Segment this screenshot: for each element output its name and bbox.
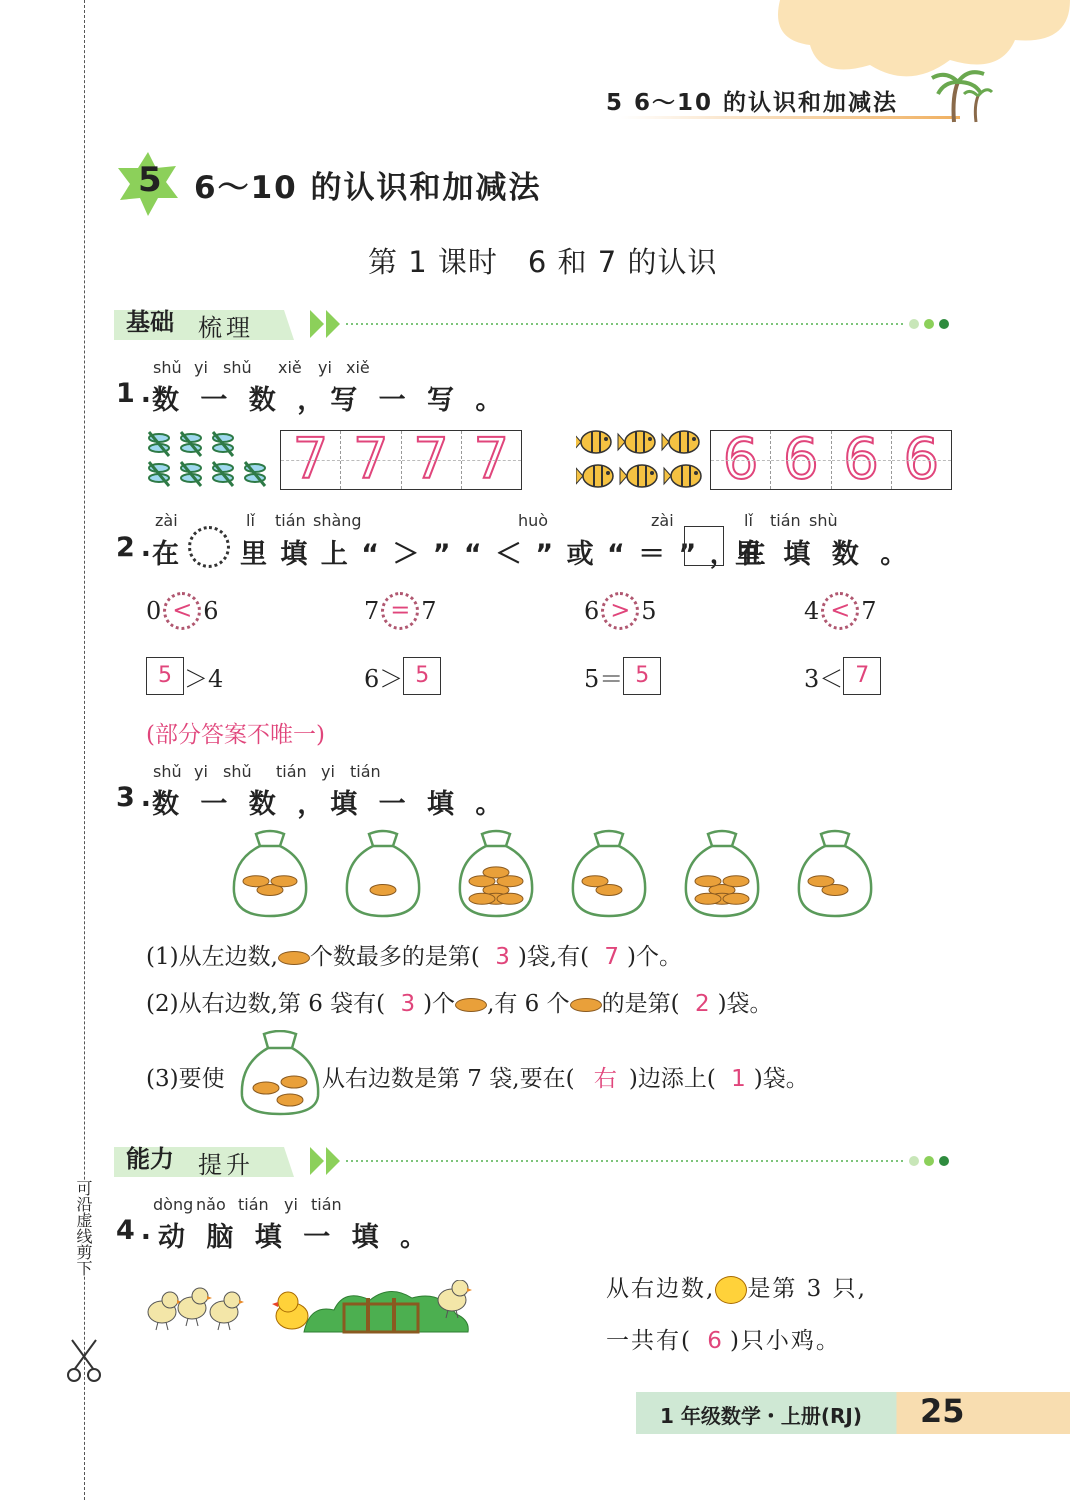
q2-pinyin-6: zài — [651, 511, 674, 530]
cut-hint: 可沿虚线剪下 — [74, 1180, 93, 1276]
q2-fill-1 — [146, 657, 223, 695]
grid-cell: 7 — [402, 431, 462, 489]
text: 是第 3 只, — [747, 1276, 867, 1302]
cmp-right: 5 — [641, 597, 657, 625]
lesson-title: 第 1 课时 6 和 7 的认识 — [368, 245, 718, 279]
q2-compare-4 — [804, 592, 877, 630]
q2-pinyin-8: tián — [770, 511, 801, 530]
cmp-left: 4 — [804, 597, 820, 625]
q3-pinyin-5: yi — [321, 762, 335, 781]
square-blank-icon — [684, 526, 724, 566]
cmp-left: 7 — [364, 597, 380, 625]
grid-cell: 7 — [462, 431, 521, 489]
q2-text-c: 里 填 数 。 — [735, 539, 914, 570]
grid-cell: 7 — [341, 431, 401, 489]
header-rule — [620, 116, 960, 119]
cloud-decoration — [770, 0, 1070, 94]
section-basic-label-b: 梳理 — [198, 314, 254, 342]
bread-icon — [271, 876, 297, 887]
text: 一共有( — [606, 1328, 692, 1354]
grid-cell: 6 — [832, 431, 892, 489]
section-advanced — [114, 1139, 954, 1179]
bread-bag — [234, 831, 306, 916]
cmp-left: 0 — [146, 597, 162, 625]
bread-bag-icon — [238, 1030, 322, 1120]
q2-compare-1 — [146, 592, 219, 630]
q2-fill-2 — [364, 657, 441, 695]
text: 的是第( — [601, 991, 680, 1017]
scissors-icon — [66, 1338, 102, 1388]
q3-pinyin-4: tián — [276, 762, 307, 781]
answer-box: 7 — [843, 657, 881, 695]
fill-text: ＞4 — [184, 664, 224, 693]
q2-pinyin-3: tián — [275, 511, 306, 530]
chicks-illustration — [144, 1280, 474, 1342]
fish-group — [576, 428, 708, 498]
q4-line2 — [606, 1322, 841, 1355]
q4-line1 — [606, 1270, 867, 1304]
fill-text: 5＝ — [584, 664, 624, 693]
dragonfly-group — [143, 428, 275, 498]
bread-icon — [497, 893, 523, 904]
answer: 3 — [400, 991, 416, 1017]
answer-flower: = — [381, 592, 419, 630]
q3-number: 3. — [116, 782, 158, 813]
answer-box: 5 — [403, 657, 441, 695]
fill-text: 6＞ — [364, 664, 404, 693]
q2-pinyin-2: lǐ — [246, 511, 255, 530]
bread-bag — [573, 831, 645, 916]
answer-box: 5 — [623, 657, 661, 695]
q1-writing-grid-left — [280, 427, 522, 492]
bread-icon — [469, 893, 495, 904]
text: )袋。 — [717, 991, 773, 1017]
palm-tree-icon — [928, 66, 994, 128]
flower-blank-icon — [188, 526, 230, 568]
section-advanced-label-a: 能力 — [126, 1145, 174, 1173]
grid-cell: 6 — [892, 431, 951, 489]
q2-pinyin-4: shàng — [313, 511, 362, 530]
q1-pinyin-1: shǔ — [153, 358, 182, 377]
q1-pinyin-6: xiě — [346, 358, 370, 377]
q4-pinyin-1: dòng — [153, 1195, 194, 1214]
q2-pinyin-1: zài — [155, 511, 178, 530]
q4-pinyin-2: nǎo — [196, 1195, 226, 1214]
q3-pinyin-3: shǔ — [223, 762, 252, 781]
cmp-right: 7 — [421, 597, 437, 625]
answer: 右 — [593, 1066, 617, 1092]
text: )只小鸡。 — [729, 1328, 841, 1354]
q3-pinyin-6: tián — [350, 762, 381, 781]
answer-flower: < — [163, 592, 201, 630]
grid-cell: 6 — [771, 431, 831, 489]
answer: 6 — [707, 1328, 724, 1354]
bread-icon — [695, 876, 721, 887]
section-basic-label-a: 基础 — [126, 308, 174, 336]
q4-pinyin-4: yi — [284, 1195, 298, 1214]
text: )袋,有( — [517, 944, 590, 970]
text: )边添上( — [628, 1066, 716, 1092]
q3-text: 数 一 数 ，填 一 填 。 — [152, 789, 509, 820]
text: ,有 6 个 — [487, 991, 570, 1017]
fill-text: 3＜ — [804, 664, 844, 693]
q3-sub3-b — [322, 1060, 809, 1093]
bread-bag — [686, 831, 758, 916]
q1-pinyin-3: shǔ — [223, 358, 252, 377]
q2-number: 2. — [116, 532, 158, 563]
cmp-right: 6 — [203, 597, 219, 625]
q1-number: 1. — [116, 378, 158, 409]
q3-sub1 — [146, 938, 682, 971]
answer-flower: < — [821, 592, 859, 630]
answer-box: 5 — [146, 657, 184, 695]
text: )个 — [423, 991, 456, 1017]
cmp-left: 6 — [584, 597, 600, 625]
q2-text-b: 里 填 上 “ ＞ ” “ ＜ ” 或 “ ＝ ” ，在 — [240, 539, 768, 570]
bread-bag — [347, 831, 419, 916]
bread-icon — [483, 867, 509, 878]
q1-text: 数 一 数 ，写 一 写 。 — [152, 385, 509, 416]
answer-flower: > — [601, 592, 639, 630]
bread-icon — [695, 893, 721, 904]
answer: 3 — [495, 944, 510, 970]
answer: 1 — [731, 1066, 746, 1092]
q2-compare-2 — [364, 592, 437, 630]
chapter-title: 6～10 的认识和加减法 — [194, 170, 542, 206]
chapter-number: 5 — [138, 160, 162, 200]
running-title: 5 6～10 的认识和加减法 — [606, 90, 899, 116]
q4-pinyin-5: tián — [311, 1195, 342, 1214]
text: )个。 — [627, 944, 683, 970]
q2-fill-3 — [584, 657, 661, 695]
section-advanced-label-b: 提升 — [198, 1151, 254, 1179]
page-number: 25 — [920, 1392, 965, 1430]
bread-icon — [370, 885, 396, 896]
q3-pinyin-2: yi — [194, 762, 208, 781]
q4-number: 4. — [116, 1215, 158, 1246]
q1-pinyin-4: xiě — [278, 358, 302, 377]
grid-cell: 7 — [281, 431, 341, 489]
q2-compare-3 — [584, 592, 657, 630]
q2-fill-4 — [804, 657, 881, 695]
q3-pinyin-1: shǔ — [153, 762, 182, 781]
text: 个数最多的是第( — [309, 944, 480, 970]
text: 从右边数是第 7 袋,要在( — [322, 1066, 575, 1092]
bread-icon — [808, 876, 834, 887]
bread-icon — [582, 876, 608, 887]
text: )袋。 — [753, 1066, 809, 1092]
bread-icon — [723, 876, 749, 887]
q4-text: 动 脑 填 一 填 。 — [158, 1222, 433, 1253]
text: (1)从左边数, — [146, 944, 278, 970]
grid-cell: 6 — [711, 431, 771, 489]
cmp-right: 7 — [861, 597, 877, 625]
footer-book: 1 年级数学・上册(RJ) — [660, 1404, 863, 1428]
q2-note: (部分答案不唯一) — [146, 722, 325, 748]
bread-bag — [460, 831, 532, 916]
q4-pinyin-3: tián — [238, 1195, 269, 1214]
section-basic — [114, 302, 954, 342]
q2-text-a: 在 — [152, 539, 185, 570]
bread-icon — [455, 998, 487, 1012]
q1-writing-grid-right — [710, 427, 952, 492]
bread-icon — [570, 998, 602, 1012]
q3-sub3-a: (3)要使 — [146, 1066, 225, 1092]
bread-icon — [243, 876, 269, 887]
answer: 7 — [604, 944, 620, 970]
bread-icon — [723, 893, 749, 904]
chick-icon — [715, 1276, 747, 1304]
bread-icon — [278, 951, 310, 965]
q3-sub2 — [146, 985, 773, 1018]
q2-pinyin-9: shù — [809, 511, 838, 530]
q1-pinyin-2: yi — [194, 358, 208, 377]
text: 从右边数, — [606, 1276, 716, 1302]
bread-bags — [220, 828, 890, 922]
q2-pinyin-5: huò — [518, 511, 549, 530]
bread-bag — [799, 831, 871, 916]
q1-pinyin-5: yi — [318, 358, 332, 377]
text: (2)从右边数,第 6 袋有( — [146, 991, 386, 1017]
answer: 2 — [694, 991, 710, 1017]
q2-pinyin-7: lǐ — [744, 511, 753, 530]
